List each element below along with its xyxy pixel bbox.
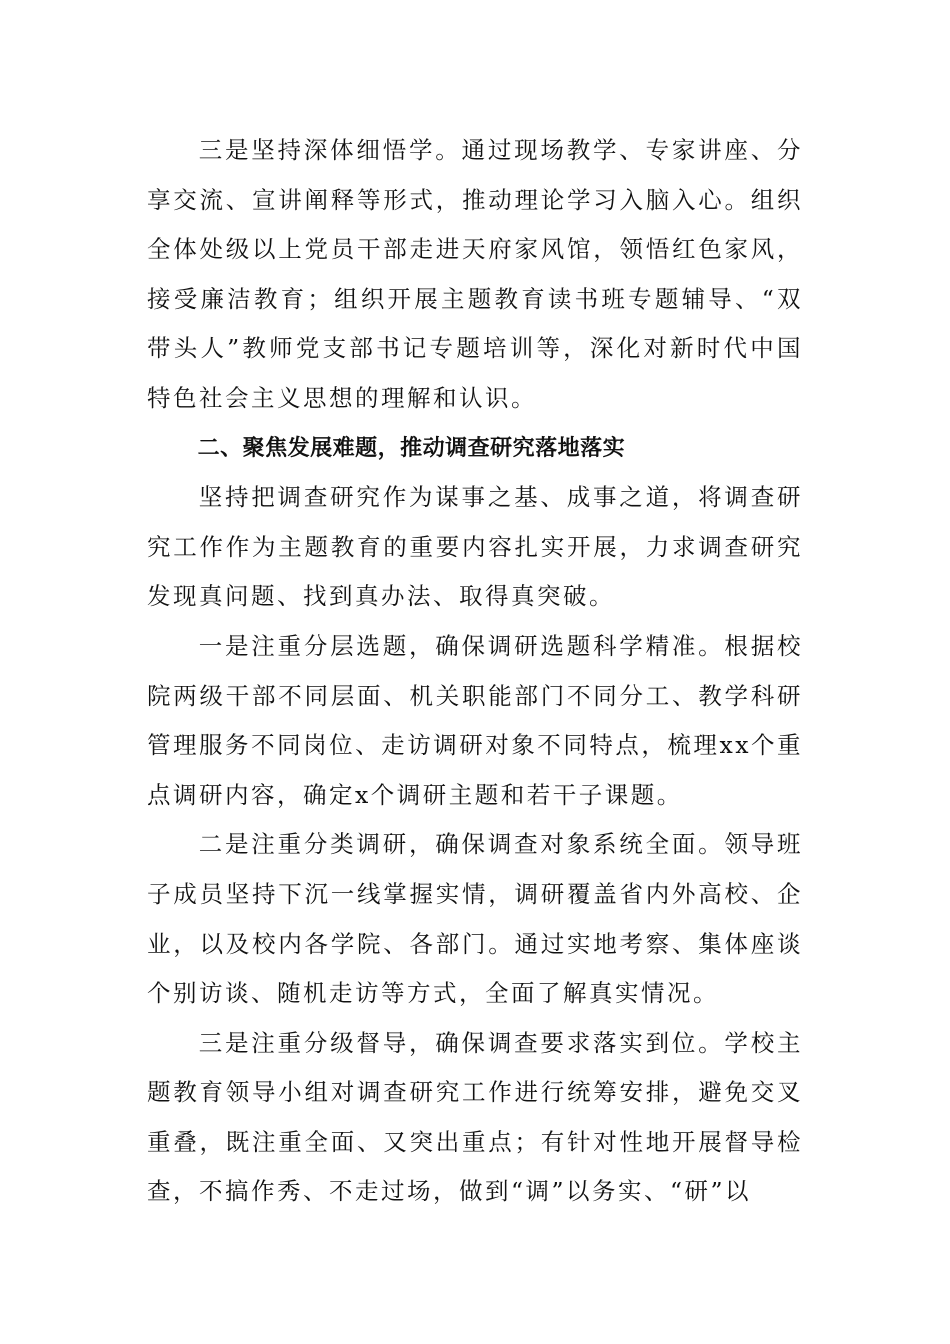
paragraph-study-methods: 三是坚持深体细悟学。通过现场教学、专家讲座、分享交流、宣讲阐释等形式，推动理论学习入脑入心。组织全体处级以上党员干部走进天府家风馆，领悟红色家风，接受廉洁教育；组织开展主题教育读书班专题辅导、“双带头人”教师党支部书记专题培训等，深化对新时代中国特色社会主义思想的理解和认识。 (147, 136, 803, 412)
document-body (147, 126, 803, 1217)
section-heading-2: 二、聚焦发展难题，推动调查研究落地落实 (197, 435, 626, 461)
paragraph-topic-selection: 一是注重分层选题，确保调研选题科学精准。根据校院两级干部不同层面、机关职能部门不同分工、教学科研管理服务不同岗位、走访调研对象不同特点，梳理xx个重点调研内容，确定x个调研主题和若干子课题。 (147, 631, 803, 809)
paragraph-supervision: 三是注重分级督导，确保调查要求落实到位。学校主题教育领导小组对调查研究工作进行统筹安排，避免交叉重叠，既注重全面、又突出重点；有针对性地开展督导检查，不搞作秀、不走过场，做到“调”以务实、“研”以 (147, 1028, 803, 1206)
paragraph-research-intro: 坚持把调查研究作为谋事之基、成事之道，将调查研究工作作为主题教育的重要内容扎实开展，力求调查研究发现真问题、找到真办法、取得真突破。 (147, 483, 803, 611)
paragraph-classified-research: 二是注重分类调研，确保调查对象系统全面。领导班子成员坚持下沉一线掌握实情，调研覆盖省内外高校、企业，以及校内各学院、各部门。通过实地考察、集体座谈个别访谈、随机走访等方式，全面了解真实情况。 (147, 830, 803, 1008)
